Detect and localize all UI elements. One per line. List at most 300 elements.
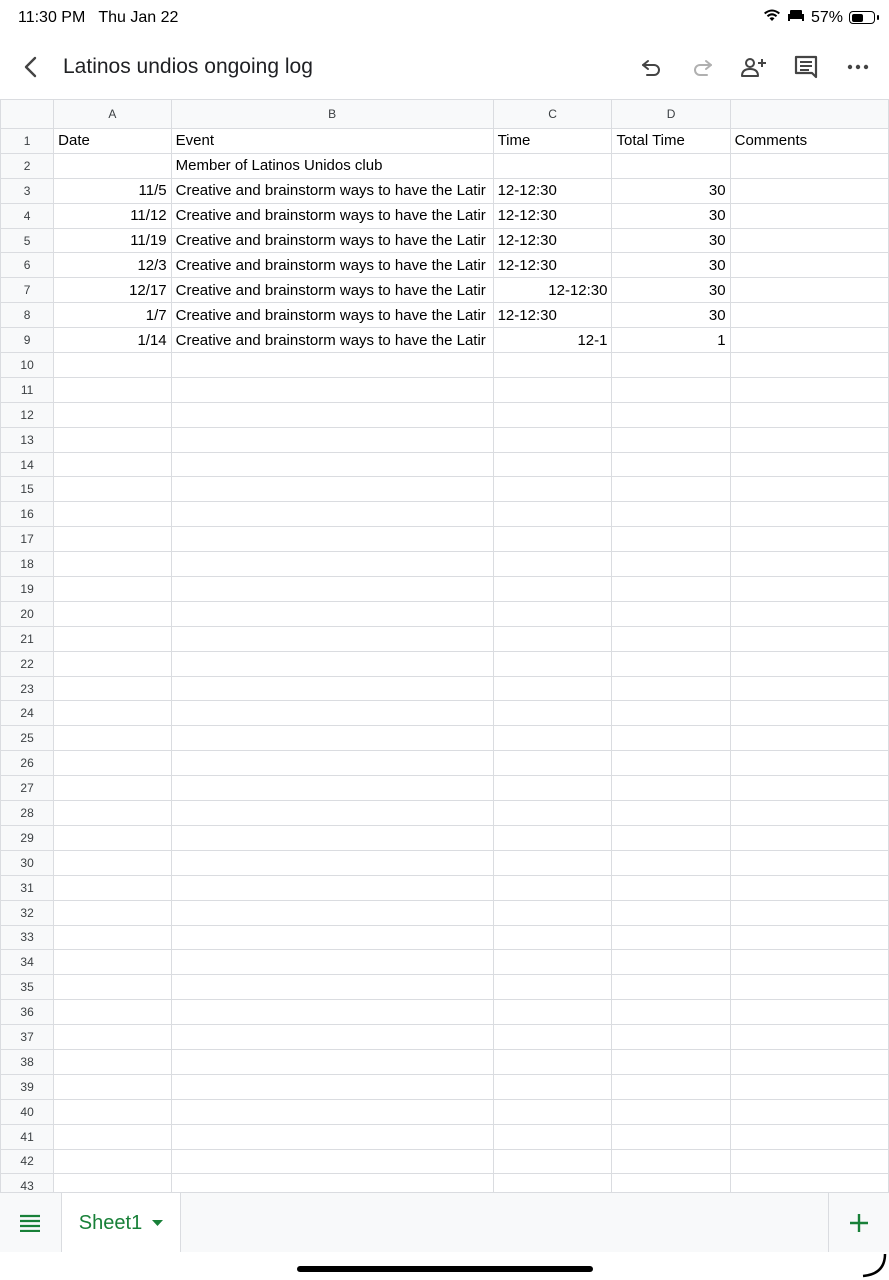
row-header[interactable]: 16 [1,502,54,527]
cell-time[interactable]: 12-12:30 [493,278,612,303]
cell-empty[interactable] [493,527,612,552]
cell-empty[interactable] [730,801,888,826]
cell-empty[interactable] [493,402,612,427]
cell-empty[interactable] [171,801,493,826]
cell-empty[interactable] [493,377,612,402]
cell-empty[interactable] [54,1124,171,1149]
cell-empty[interactable] [54,850,171,875]
cell-empty[interactable] [493,751,612,776]
row-header[interactable]: 27 [1,776,54,801]
comments-button[interactable] [792,53,820,81]
cell-empty[interactable] [493,577,612,602]
row-header[interactable]: 13 [1,427,54,452]
cell-empty[interactable] [493,1099,612,1124]
table-row [1,203,889,228]
cell-time[interactable]: 12-12:30 [493,253,612,278]
cell-total[interactable]: 30 [612,303,730,328]
row-header[interactable]: 23 [1,676,54,701]
cell-date[interactable]: 12/17 [54,278,171,303]
undo-button[interactable] [637,53,665,81]
cell-empty[interactable] [612,925,730,950]
cell-empty[interactable] [612,601,730,626]
cell-empty[interactable] [54,502,171,527]
cell-empty[interactable] [730,353,888,378]
sleep-icon [787,8,805,27]
cell-comments[interactable] [730,153,888,178]
cell-empty[interactable] [54,427,171,452]
cell-empty[interactable] [171,676,493,701]
cell-empty[interactable] [171,1000,493,1025]
cell-empty[interactable] [493,950,612,975]
cell-date[interactable]: 12/3 [54,253,171,278]
cell-empty[interactable] [493,452,612,477]
cell-empty[interactable] [493,626,612,651]
cell-empty[interactable] [493,1000,612,1025]
cell-empty[interactable] [171,1025,493,1050]
cell-empty[interactable] [730,626,888,651]
cell-empty[interactable] [730,950,888,975]
cell-total[interactable]: 1 [612,328,730,353]
cell-empty[interactable] [612,1099,730,1124]
cell-empty[interactable] [612,726,730,751]
row-header[interactable]: 9 [1,328,54,353]
cell-empty[interactable] [54,577,171,602]
row-header[interactable]: 38 [1,1049,54,1074]
cell-empty[interactable] [54,601,171,626]
cell-comments[interactable] [730,303,888,328]
cell-empty[interactable] [612,975,730,1000]
cell-empty[interactable] [171,1124,493,1149]
cell-empty[interactable] [612,751,730,776]
row-header[interactable]: 41 [1,1124,54,1149]
cell-empty[interactable] [612,527,730,552]
table-row [1,1149,889,1174]
cell-empty[interactable] [54,825,171,850]
cell-event[interactable]: Creative and brainstorm ways to have the Latir [171,253,493,278]
add-sheet-button[interactable] [828,1193,889,1253]
row-header[interactable]: 32 [1,900,54,925]
cell-time[interactable]: 12-1 [493,328,612,353]
cell-total[interactable]: 30 [612,178,730,203]
table-row [1,900,889,925]
cell-empty[interactable] [730,402,888,427]
row-header[interactable]: 43 [1,1174,54,1192]
cell-empty[interactable] [171,577,493,602]
row-header[interactable]: 15 [1,477,54,502]
cell-empty[interactable] [612,1000,730,1025]
cell-empty[interactable] [493,925,612,950]
cell-empty[interactable] [493,825,612,850]
cell-total[interactable]: 30 [612,228,730,253]
row-header[interactable]: 6 [1,253,54,278]
cell-total[interactable]: 30 [612,203,730,228]
row-header[interactable]: 28 [1,801,54,826]
table-row [1,726,889,751]
cell-empty[interactable] [730,726,888,751]
cell-empty[interactable] [171,825,493,850]
table-row [1,153,889,178]
cell-empty[interactable] [171,502,493,527]
table-row [1,228,889,253]
cell-time[interactable]: Time [493,129,612,154]
cell-date[interactable]: Date [54,129,171,154]
cell-empty[interactable] [493,502,612,527]
cell-empty[interactable] [612,1025,730,1050]
cell-empty[interactable] [612,427,730,452]
cell-empty[interactable] [730,1025,888,1050]
cell-empty[interactable] [730,1049,888,1074]
row-header[interactable]: 31 [1,875,54,900]
cell-empty[interactable] [493,353,612,378]
cell-empty[interactable] [54,1149,171,1174]
cell-empty[interactable] [54,452,171,477]
cell-empty[interactable] [171,626,493,651]
cell-empty[interactable] [612,1124,730,1149]
table-row [1,253,889,278]
cell-date[interactable]: 11/12 [54,203,171,228]
cell-empty[interactable] [493,1025,612,1050]
cell-empty[interactable] [612,1174,730,1192]
cell-empty[interactable] [730,701,888,726]
cell-empty[interactable] [493,676,612,701]
cell-time[interactable]: 12-12:30 [493,203,612,228]
redo-button[interactable] [689,53,717,81]
cell-empty[interactable] [730,676,888,701]
cell-empty[interactable] [171,1049,493,1074]
cell-empty[interactable] [54,950,171,975]
cell-empty[interactable] [612,651,730,676]
row-header[interactable]: 36 [1,1000,54,1025]
cell-empty[interactable] [493,1124,612,1149]
top-toolbar [0,36,889,98]
row-header[interactable]: 17 [1,527,54,552]
cell-comments[interactable] [730,178,888,203]
cell-empty[interactable] [493,477,612,502]
cell-total[interactable]: Total Time [612,129,730,154]
tab-sheet1[interactable] [61,1193,181,1253]
cell-empty[interactable] [730,776,888,801]
row-header[interactable]: 30 [1,850,54,875]
cell-empty[interactable] [730,577,888,602]
cell-empty[interactable] [54,1099,171,1124]
cell-date[interactable]: 1/7 [54,303,171,328]
cell-empty[interactable] [493,651,612,676]
cell-date[interactable]: 11/5 [54,178,171,203]
cell-empty[interactable] [54,676,171,701]
cell-empty[interactable] [54,527,171,552]
cell-empty[interactable] [171,925,493,950]
cell-empty[interactable] [493,427,612,452]
cell-empty[interactable] [612,801,730,826]
cell-event[interactable]: Creative and brainstorm ways to have the Latir [171,203,493,228]
cell-empty[interactable] [54,402,171,427]
select-all-corner[interactable] [1,100,54,129]
row-header[interactable]: 8 [1,303,54,328]
row-header[interactable]: 42 [1,1149,54,1174]
cell-empty[interactable] [730,452,888,477]
cell-empty[interactable] [171,751,493,776]
cell-empty[interactable] [54,776,171,801]
cell-empty[interactable] [612,477,730,502]
cell-empty[interactable] [730,825,888,850]
cell-event[interactable]: Event [171,129,493,154]
cell-empty[interactable] [730,1000,888,1025]
cell-empty[interactable] [493,701,612,726]
cell-empty[interactable] [171,1074,493,1099]
row-header[interactable]: 20 [1,601,54,626]
cell-empty[interactable] [54,975,171,1000]
table-row [1,1000,889,1025]
cell-empty[interactable] [612,353,730,378]
cell-empty[interactable] [612,1149,730,1174]
cell-empty[interactable] [612,701,730,726]
cell-empty[interactable] [612,776,730,801]
cell-empty[interactable] [730,975,888,1000]
cell-empty[interactable] [171,377,493,402]
cell-empty[interactable] [730,651,888,676]
cell-event[interactable]: Creative and brainstorm ways to have the Latir [171,178,493,203]
cell-empty[interactable] [730,1174,888,1192]
cell-comments[interactable]: Comments [730,129,888,154]
cell-empty[interactable] [730,527,888,552]
cell-date[interactable]: 11/19 [54,228,171,253]
cell-empty[interactable] [171,353,493,378]
menu-icon [19,1214,41,1232]
cell-total[interactable]: 30 [612,278,730,303]
more-icon [847,64,869,70]
row-header[interactable]: 40 [1,1099,54,1124]
cell-event[interactable]: Creative and brainstorm ways to have the Latir [171,303,493,328]
cell-empty[interactable] [493,1174,612,1192]
column-header-e[interactable] [730,100,888,129]
cell-time[interactable]: 12-12:30 [493,178,612,203]
cell-empty[interactable] [612,676,730,701]
row-header[interactable]: 18 [1,552,54,577]
cell-empty[interactable] [171,900,493,925]
row-header[interactable]: 26 [1,751,54,776]
cell-empty[interactable] [171,527,493,552]
cell-date[interactable]: 1/14 [54,328,171,353]
cell-empty[interactable] [493,875,612,900]
row-header[interactable]: 7 [1,278,54,303]
cell-empty[interactable] [171,552,493,577]
cell-total[interactable] [612,153,730,178]
cell-empty[interactable] [54,377,171,402]
row-header[interactable]: 29 [1,825,54,850]
cell-empty[interactable] [730,1099,888,1124]
cell-empty[interactable] [54,1049,171,1074]
cell-empty[interactable] [612,452,730,477]
cell-empty[interactable] [171,950,493,975]
cell-empty[interactable] [54,353,171,378]
cell-empty[interactable] [730,1074,888,1099]
cell-empty[interactable] [730,1124,888,1149]
cell-empty[interactable] [493,726,612,751]
cell-empty[interactable] [730,552,888,577]
cell-empty[interactable] [612,950,730,975]
cell-empty[interactable] [171,875,493,900]
cell-empty[interactable] [171,477,493,502]
cell-empty[interactable] [730,427,888,452]
cell-empty[interactable] [730,850,888,875]
cell-empty[interactable] [493,1074,612,1099]
cell-event[interactable]: Creative and brainstorm ways to have the Latir [171,278,493,303]
row-header[interactable]: 25 [1,726,54,751]
document-title[interactable]: Latinos undios ongoing log [63,55,313,78]
status-bar [0,0,889,36]
cell-empty[interactable] [54,552,171,577]
column-header-b[interactable]: B [171,100,493,129]
share-button[interactable] [740,53,768,81]
cell-empty[interactable] [493,975,612,1000]
cell-empty[interactable] [54,626,171,651]
cell-empty[interactable] [54,751,171,776]
cell-date[interactable] [54,153,171,178]
row-header[interactable]: 35 [1,975,54,1000]
cell-empty[interactable] [612,402,730,427]
cell-empty[interactable] [612,900,730,925]
cell-empty[interactable] [171,1149,493,1174]
cell-empty[interactable] [54,726,171,751]
more-options-button[interactable] [844,53,872,81]
row-header[interactable]: 19 [1,577,54,602]
cell-event[interactable]: Creative and brainstorm ways to have the Latir [171,328,493,353]
cell-comments[interactable] [730,278,888,303]
cell-empty[interactable] [54,477,171,502]
cell-empty[interactable] [54,1074,171,1099]
redo-icon [691,55,715,79]
column-header-a[interactable]: A [54,100,171,129]
cell-empty[interactable] [612,626,730,651]
cell-empty[interactable] [54,801,171,826]
cell-empty[interactable] [730,900,888,925]
cell-comments[interactable] [730,228,888,253]
row-header[interactable]: 24 [1,701,54,726]
cell-event[interactable]: Creative and brainstorm ways to have the Latir [171,228,493,253]
cell-empty[interactable] [54,1000,171,1025]
cell-empty[interactable] [730,477,888,502]
cell-empty[interactable] [612,875,730,900]
chevron-down-icon [152,1220,163,1227]
row-header[interactable]: 37 [1,1025,54,1050]
cell-empty[interactable] [612,1074,730,1099]
table-row [1,577,889,602]
cell-empty[interactable] [171,850,493,875]
cell-empty[interactable] [493,900,612,925]
cell-time[interactable]: 12-12:30 [493,228,612,253]
cell-time[interactable] [493,153,612,178]
row-header[interactable]: 2 [1,153,54,178]
row-header[interactable]: 22 [1,651,54,676]
cell-event[interactable]: Member of Latinos Unidos club [171,153,493,178]
home-indicator[interactable] [297,1266,593,1272]
row-header[interactable]: 3 [1,178,54,203]
row-header[interactable]: 14 [1,452,54,477]
row-header[interactable]: 1 [1,129,54,154]
row-header[interactable]: 11 [1,377,54,402]
table-row [1,925,889,950]
cell-empty[interactable] [54,1174,171,1192]
table-row [1,552,889,577]
table-row [1,1025,889,1050]
cell-empty[interactable] [171,1099,493,1124]
back-button[interactable] [18,53,44,81]
row-header[interactable]: 4 [1,203,54,228]
cell-empty[interactable] [612,577,730,602]
cell-empty[interactable] [54,1025,171,1050]
spreadsheet-grid[interactable] [0,99,889,1192]
all-sheets-button[interactable] [0,1193,60,1253]
cell-empty[interactable] [54,651,171,676]
cell-empty[interactable] [730,601,888,626]
cell-empty[interactable] [171,601,493,626]
cell-empty[interactable] [612,825,730,850]
cell-empty[interactable] [730,875,888,900]
sheet-table[interactable] [0,99,889,1192]
cell-comments[interactable] [730,328,888,353]
cell-comments[interactable] [730,203,888,228]
cell-empty[interactable] [612,552,730,577]
cell-empty[interactable] [54,701,171,726]
cell-empty[interactable] [493,776,612,801]
cell-empty[interactable] [171,776,493,801]
cell-empty[interactable] [612,1049,730,1074]
cell-empty[interactable] [171,427,493,452]
cell-empty[interactable] [730,377,888,402]
table-row [1,751,889,776]
cell-time[interactable]: 12-12:30 [493,303,612,328]
cell-empty[interactable] [730,502,888,527]
battery-percent: 57% [810,8,843,26]
cell-empty[interactable] [612,377,730,402]
cell-empty[interactable] [730,751,888,776]
cell-empty[interactable] [493,801,612,826]
cell-empty[interactable] [171,701,493,726]
cell-empty[interactable] [54,875,171,900]
row-header[interactable]: 21 [1,626,54,651]
cell-empty[interactable] [493,1049,612,1074]
row-header[interactable]: 33 [1,925,54,950]
row-header[interactable]: 39 [1,1074,54,1099]
cell-empty[interactable] [730,1149,888,1174]
cell-empty[interactable] [171,651,493,676]
cell-empty[interactable] [730,925,888,950]
cell-empty[interactable] [171,975,493,1000]
cell-empty[interactable] [171,1174,493,1192]
row-header[interactable]: 34 [1,950,54,975]
column-header-d[interactable]: D [612,100,730,129]
cell-empty[interactable] [171,726,493,751]
cell-empty[interactable] [171,402,493,427]
cell-empty[interactable] [54,900,171,925]
column-header-c[interactable]: C [493,100,612,129]
row-header[interactable]: 5 [1,228,54,253]
cell-comments[interactable] [730,253,888,278]
cell-empty[interactable] [171,452,493,477]
cell-empty[interactable] [493,601,612,626]
cell-empty[interactable] [493,1149,612,1174]
table-row [1,427,889,452]
cell-empty[interactable] [493,850,612,875]
cell-total[interactable]: 30 [612,253,730,278]
cell-empty[interactable] [612,502,730,527]
row-header[interactable]: 10 [1,353,54,378]
cell-empty[interactable] [612,850,730,875]
cell-empty[interactable] [493,552,612,577]
row-header[interactable]: 12 [1,402,54,427]
table-row [1,1124,889,1149]
cell-empty[interactable] [54,925,171,950]
